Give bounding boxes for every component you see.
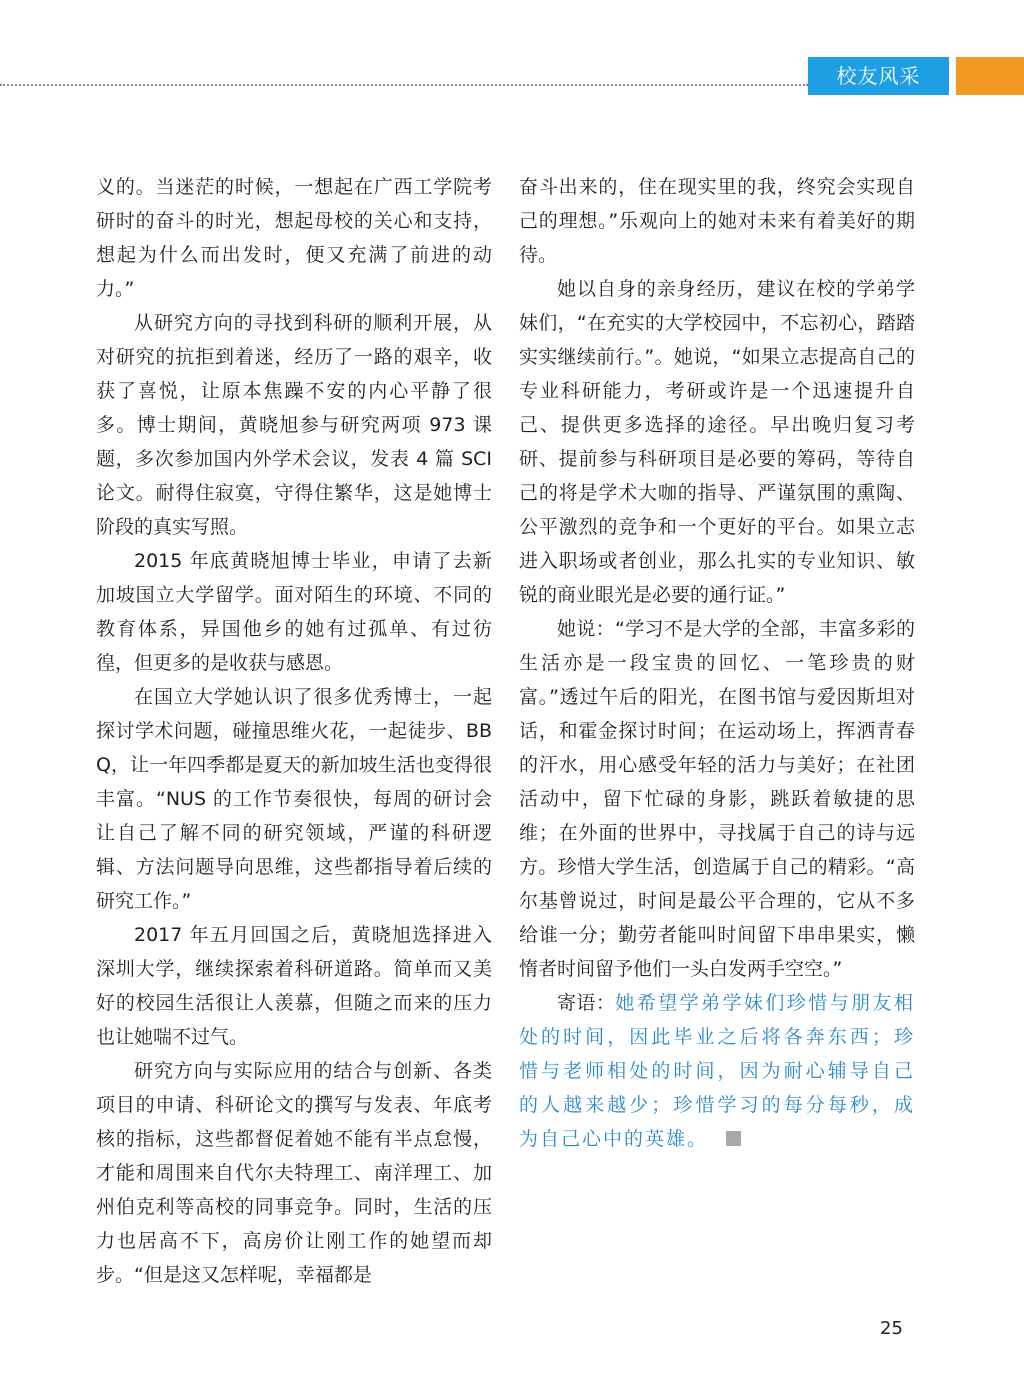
- motto-paragraph: [519, 986, 915, 1156]
- section-tab: 校友风采: [808, 57, 949, 95]
- left-column: [96, 170, 492, 1292]
- paragraph: 从研究方向的寻找到科研的顺利开展，从对研究的抗拒到着迷，经历了一路的艰辛，收获了喜悦，让原本焦躁不安的内心平静了很多。博士期间，黄晓旭参与研究两项 973 课题，多次参加国内外学术会议，发表 4 篇 SCI 论文。耐得住寂寞，守得住繁华，这是她博士阶段的真实写照。: [96, 312, 492, 538]
- page-number: 25: [880, 1318, 903, 1339]
- paragraph: 研究方向与实际应用的结合与创新、各类项目的申请、科研论文的撰写与发表、年底考核的指标，这些都督促着她不能有半点怠慢，才能和周围来自代尔夫特理工、南洋理工、加州伯克利等高校的同事竞争。同时，生活的压力也居高不下，高房价让刚工作的她望而却步。“但是这又怎样呢，幸福都是: [96, 1060, 492, 1286]
- paragraph: 在国立大学她认识了很多优秀博士，一起探讨学术问题，碰撞思维火花，一起徒步、BBQ，让一年四季都是夏天的新加坡生活也变得很丰富。“NUS 的工作节奏很快，每周的研讨会让自己了解不同的研究领域，严谨的科研逻辑、方法问题导向思维，这些都指导着后续的研究工作。”: [96, 686, 492, 912]
- end-mark-icon: [726, 1131, 741, 1146]
- paragraph: 她说：“学习不是大学的全部，丰富多彩的生活亦是一段宝贵的回忆、一笔珍贵的财富。”透过午后的阳光，在图书馆与爱因斯坦对话，和霍金探讨时间；在运动场上，挥洒青春的汗水，用心感受年轻的活力与美好；在社团活动中，留下忙碌的身影，跳跃着敏捷的思维；在外面的世界中，寻找属于自己的诗与远方。珍惜大学生活，创造属于自己的精彩。“高尔基曾说过，时间是最公平合理的，它从不多给谁一分；勤劳者能叫时间留下串串果实，懒惰者时间留予他们一头白发两手空空。”: [519, 618, 915, 980]
- right-column: [519, 170, 915, 1156]
- paragraph: 奋斗出来的，住在现实里的我，终究会实现自己的理想。”乐观向上的她对未来有着美好的期待。: [519, 176, 915, 266]
- paragraph: 2015 年底黄晓旭博士毕业，申请了去新加坡国立大学留学。面对陌生的环境、不同的教育体系，异国他乡的她有过孤单、有过彷徨，但更多的是收获与感恩。: [96, 550, 492, 674]
- header-dotted-rule: [0, 84, 808, 86]
- paragraph: 她以自身的亲身经历，建议在校的学弟学妹们，“在充实的大学校园中，不忘初心，踏踏实实继续前行。”。她说，“如果立志提高自己的专业科研能力，考研或许是一个迅速提升自己、提供更多选择的途径。早出晚归复习考研、提前参与科研项目是必要的筹码，等待自己的将是学术大咖的指导、严谨氛围的熏陶、公平激烈的竞争和一个更好的平台。如果立志进入职场或者创业，那么扎实的专业知识、敏锐的商业眼光是必要的通行证。”: [519, 278, 915, 606]
- motto-label: 寄语：: [557, 992, 616, 1014]
- paragraph: 义的。当迷茫的时候，一想起在广西工学院考研时的奋斗的时光，想起母校的关心和支持，想起为什么而出发时，便又充满了前进的动力。”: [96, 176, 492, 300]
- accent-tab: [956, 57, 1024, 95]
- motto-text: 她希望学弟学妹们珍惜与朋友相处的时间，因此毕业之后将各奔东西；珍惜与老师相处的时间，因为耐心辅导自己的人越来越少；珍惜学习的每分每秒，成为自己心中的英雄。: [519, 992, 915, 1150]
- paragraph: 2017 年五月回国之后，黄晓旭选择进入深圳大学，继续探索着科研道路。简单而又美好的校园生活很让人羡慕，但随之而来的压力也让她喘不过气。: [96, 924, 492, 1048]
